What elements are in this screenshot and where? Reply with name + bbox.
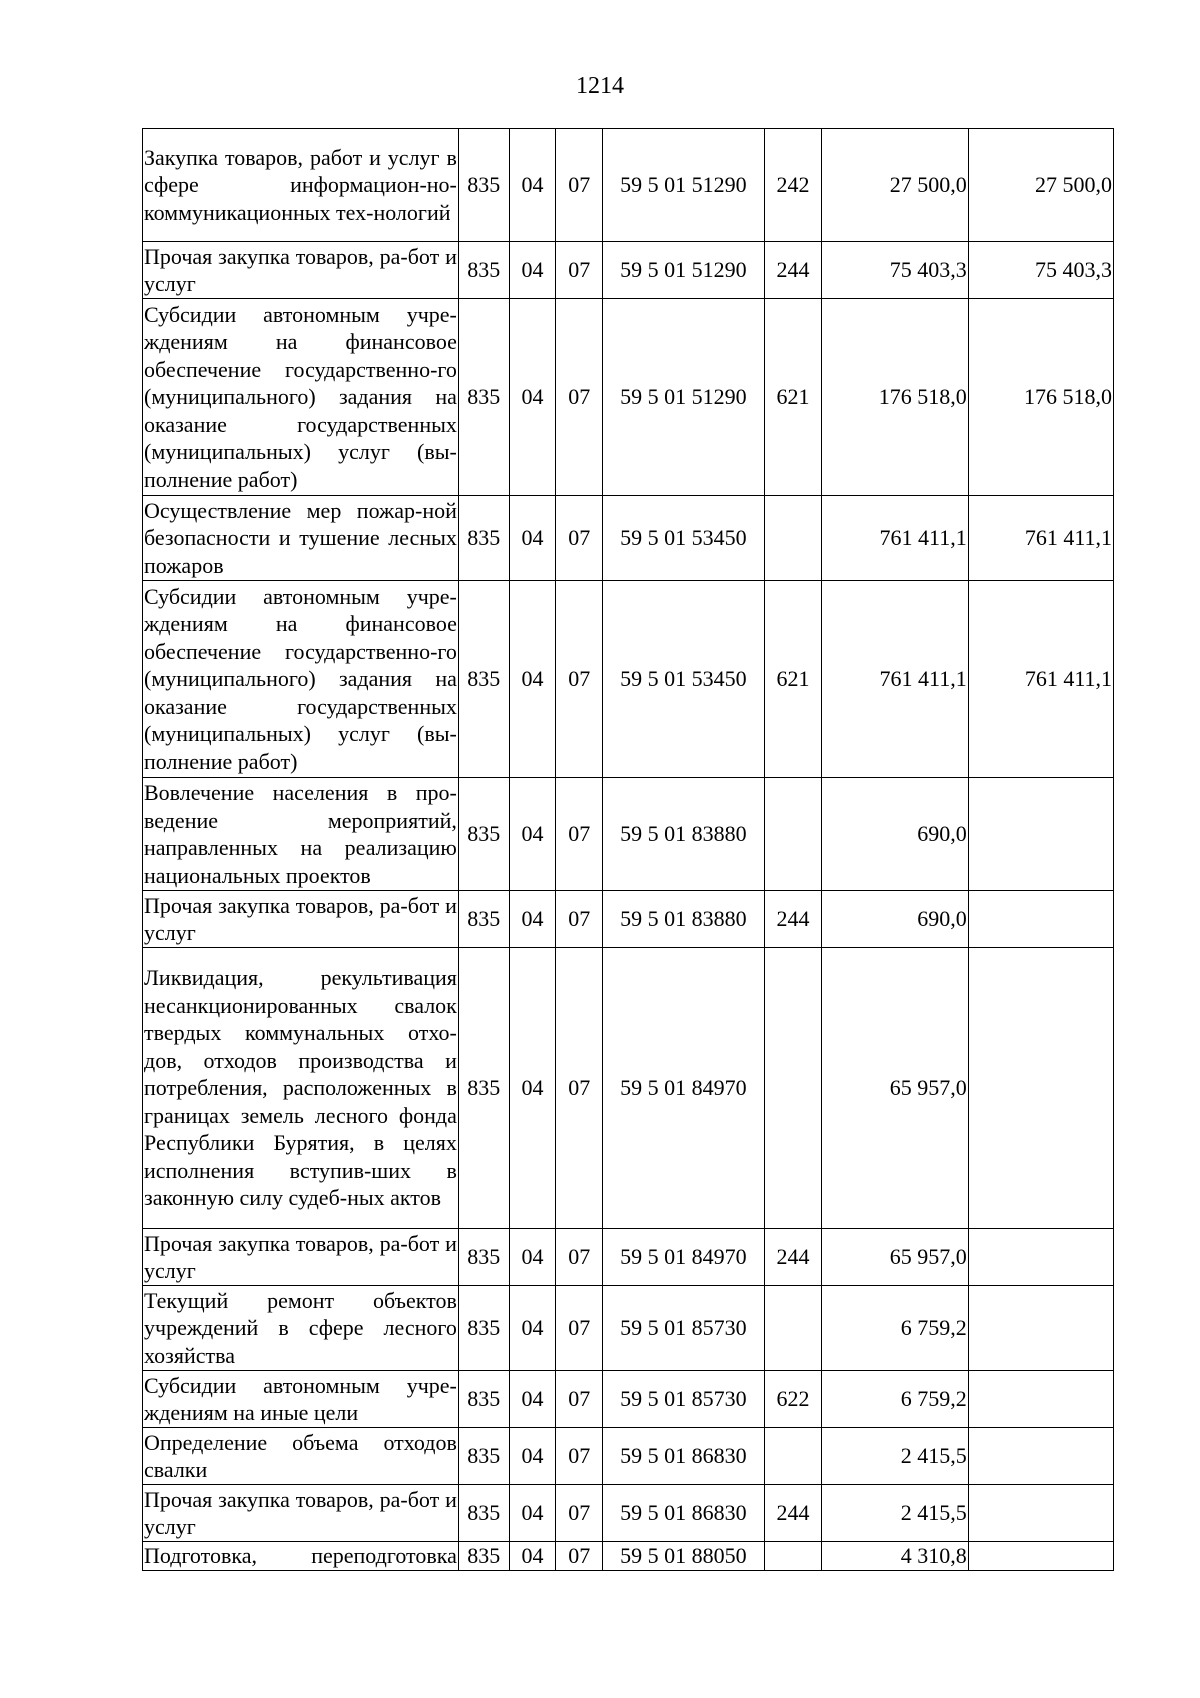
cell-csr: 59 5 01 84970 — [603, 948, 764, 1229]
cell-csr: 59 5 01 88050 — [603, 1542, 764, 1571]
cell-pr: 07 — [556, 299, 603, 496]
cell-pr: 07 — [556, 948, 603, 1229]
cell-sum-1: 176 518,0 — [822, 299, 968, 496]
row-description: Текущий ремонт объектов учреждений в сфере лесного хозяйства — [143, 1286, 459, 1371]
cell-rz: 04 — [509, 581, 556, 778]
cell-pr: 07 — [556, 1428, 603, 1485]
cell-csr: 59 5 01 53450 — [603, 496, 764, 581]
cell-csr: 59 5 01 84970 — [603, 1229, 764, 1286]
cell-vr: 622 — [764, 1371, 822, 1428]
cell-sum-1: 761 411,1 — [822, 496, 968, 581]
cell-gr: 835 — [458, 299, 509, 496]
table-row — [143, 299, 1114, 496]
row-description: Субсидии автономным учре-ждениям на финансовое обеспечение государственно-го (муниципального) задания на оказание государственных (муниципальных) услуг (вы-полнение работ) — [143, 299, 459, 496]
cell-gr: 835 — [458, 496, 509, 581]
cell-vr: 242 — [764, 129, 822, 242]
cell-rz: 04 — [509, 1229, 556, 1286]
cell-sum-2 — [968, 778, 1113, 891]
cell-sum-2: 75 403,3 — [968, 242, 1113, 299]
cell-pr: 07 — [556, 1542, 603, 1571]
cell-pr: 07 — [556, 129, 603, 242]
cell-gr: 835 — [458, 129, 509, 242]
cell-vr — [764, 1428, 822, 1485]
cell-rz: 04 — [509, 778, 556, 891]
cell-gr: 835 — [458, 581, 509, 778]
cell-gr: 835 — [458, 1286, 509, 1371]
row-description: Субсидии автономным учре-ждениям на иные цели — [143, 1371, 459, 1428]
cell-pr: 07 — [556, 242, 603, 299]
cell-pr: 07 — [556, 1229, 603, 1286]
cell-csr: 59 5 01 85730 — [603, 1371, 764, 1428]
cell-csr: 59 5 01 86830 — [603, 1428, 764, 1485]
cell-pr: 07 — [556, 891, 603, 948]
cell-gr: 835 — [458, 778, 509, 891]
cell-sum-2 — [968, 1286, 1113, 1371]
cell-sum-1: 2 415,5 — [822, 1428, 968, 1485]
cell-sum-1: 65 957,0 — [822, 1229, 968, 1286]
cell-csr: 59 5 01 51290 — [603, 129, 764, 242]
table-row — [143, 1428, 1114, 1485]
cell-csr: 59 5 01 85730 — [603, 1286, 764, 1371]
cell-vr — [764, 1542, 822, 1571]
table-row — [143, 1229, 1114, 1286]
row-description: Ликвидация, рекультивация несанкционированных свалок твердых коммунальных отхо-дов, отходов производства и потребления, расположенных в границах земель лесного фонда Республики Бурятия, в целях исполнения вступив-ших в законную силу судеб-ных актов — [143, 948, 459, 1229]
cell-sum-1: 2 415,5 — [822, 1485, 968, 1542]
cell-csr: 59 5 01 83880 — [603, 778, 764, 891]
cell-gr: 835 — [458, 1428, 509, 1485]
cell-rz: 04 — [509, 891, 556, 948]
page-number: 1214 — [576, 73, 624, 99]
budget-table — [142, 128, 1114, 1571]
row-description: Прочая закупка товаров, ра-бот и услуг — [143, 242, 459, 299]
cell-rz: 04 — [509, 1428, 556, 1485]
cell-sum-2: 761 411,1 — [968, 496, 1113, 581]
cell-pr: 07 — [556, 778, 603, 891]
cell-sum-1: 690,0 — [822, 891, 968, 948]
table-row — [143, 1542, 1114, 1571]
row-description: Осуществление мер пожар-ной безопасности и тушение лесных пожаров — [143, 496, 459, 581]
table-row — [143, 581, 1114, 778]
cell-vr — [764, 948, 822, 1229]
cell-vr: 244 — [764, 1229, 822, 1286]
row-description: Прочая закупка товаров, ра-бот и услуг — [143, 891, 459, 948]
cell-csr: 59 5 01 51290 — [603, 242, 764, 299]
cell-pr: 07 — [556, 1286, 603, 1371]
cell-rz: 04 — [509, 242, 556, 299]
cell-sum-2: 761 411,1 — [968, 581, 1113, 778]
cell-gr: 835 — [458, 948, 509, 1229]
cell-rz: 04 — [509, 496, 556, 581]
row-description: Субсидии автономным учре-ждениям на финансовое обеспечение государственно-го (муниципального) задания на оказание государственных (муниципальных) услуг (вы-полнение работ) — [143, 581, 459, 778]
cell-vr: 621 — [764, 581, 822, 778]
cell-csr: 59 5 01 51290 — [603, 299, 764, 496]
row-description: Прочая закупка товаров, ра-бот и услуг — [143, 1229, 459, 1286]
cell-sum-1: 75 403,3 — [822, 242, 968, 299]
row-description: Прочая закупка товаров, ра-бот и услуг — [143, 1485, 459, 1542]
cell-pr: 07 — [556, 581, 603, 778]
cell-gr: 835 — [458, 242, 509, 299]
cell-sum-2 — [968, 1485, 1113, 1542]
cell-csr: 59 5 01 86830 — [603, 1485, 764, 1542]
cell-sum-1: 65 957,0 — [822, 948, 968, 1229]
table-row — [143, 242, 1114, 299]
cell-rz: 04 — [509, 1371, 556, 1428]
table-row — [143, 1286, 1114, 1371]
cell-gr: 835 — [458, 1371, 509, 1428]
cell-pr: 07 — [556, 1371, 603, 1428]
cell-vr: 244 — [764, 891, 822, 948]
table-row — [143, 948, 1114, 1229]
cell-rz: 04 — [509, 129, 556, 242]
row-description: Подготовка, переподготовка — [143, 1542, 459, 1571]
table-row — [143, 1371, 1114, 1428]
cell-vr — [764, 496, 822, 581]
table-row — [143, 129, 1114, 242]
cell-gr: 835 — [458, 1542, 509, 1571]
cell-sum-2 — [968, 1371, 1113, 1428]
cell-vr: 244 — [764, 242, 822, 299]
cell-sum-1: 6 759,2 — [822, 1371, 968, 1428]
cell-gr: 835 — [458, 891, 509, 948]
cell-csr: 59 5 01 83880 — [603, 891, 764, 948]
cell-sum-2 — [968, 1229, 1113, 1286]
table-row — [143, 1485, 1114, 1542]
row-description: Определение объема отходов свалки — [143, 1428, 459, 1485]
cell-sum-1: 6 759,2 — [822, 1286, 968, 1371]
cell-rz: 04 — [509, 1286, 556, 1371]
cell-csr: 59 5 01 53450 — [603, 581, 764, 778]
cell-sum-2 — [968, 948, 1113, 1229]
row-description: Вовлечение населения в про-ведение мероприятий, направленных на реализацию национальных проектов — [143, 778, 459, 891]
cell-sum-1: 690,0 — [822, 778, 968, 891]
table-row — [143, 778, 1114, 891]
cell-sum-2 — [968, 891, 1113, 948]
cell-gr: 835 — [458, 1485, 509, 1542]
cell-pr: 07 — [556, 496, 603, 581]
table-row — [143, 891, 1114, 948]
cell-rz: 04 — [509, 299, 556, 496]
cell-sum-2 — [968, 1428, 1113, 1485]
cell-sum-2: 176 518,0 — [968, 299, 1113, 496]
cell-vr — [764, 778, 822, 891]
table-row — [143, 496, 1114, 581]
cell-vr — [764, 1286, 822, 1371]
cell-sum-1: 4 310,8 — [822, 1542, 968, 1571]
cell-rz: 04 — [509, 948, 556, 1229]
cell-pr: 07 — [556, 1485, 603, 1542]
cell-vr: 621 — [764, 299, 822, 496]
cell-sum-1: 761 411,1 — [822, 581, 968, 778]
cell-vr: 244 — [764, 1485, 822, 1542]
cell-sum-2: 27 500,0 — [968, 129, 1113, 242]
row-description: Закупка товаров, работ и услуг в сфере информацион-но-коммуникационных тех-нологий — [143, 129, 459, 242]
cell-rz: 04 — [509, 1485, 556, 1542]
cell-sum-2 — [968, 1542, 1113, 1571]
cell-sum-1: 27 500,0 — [822, 129, 968, 242]
cell-rz: 04 — [509, 1542, 556, 1571]
cell-gr: 835 — [458, 1229, 509, 1286]
